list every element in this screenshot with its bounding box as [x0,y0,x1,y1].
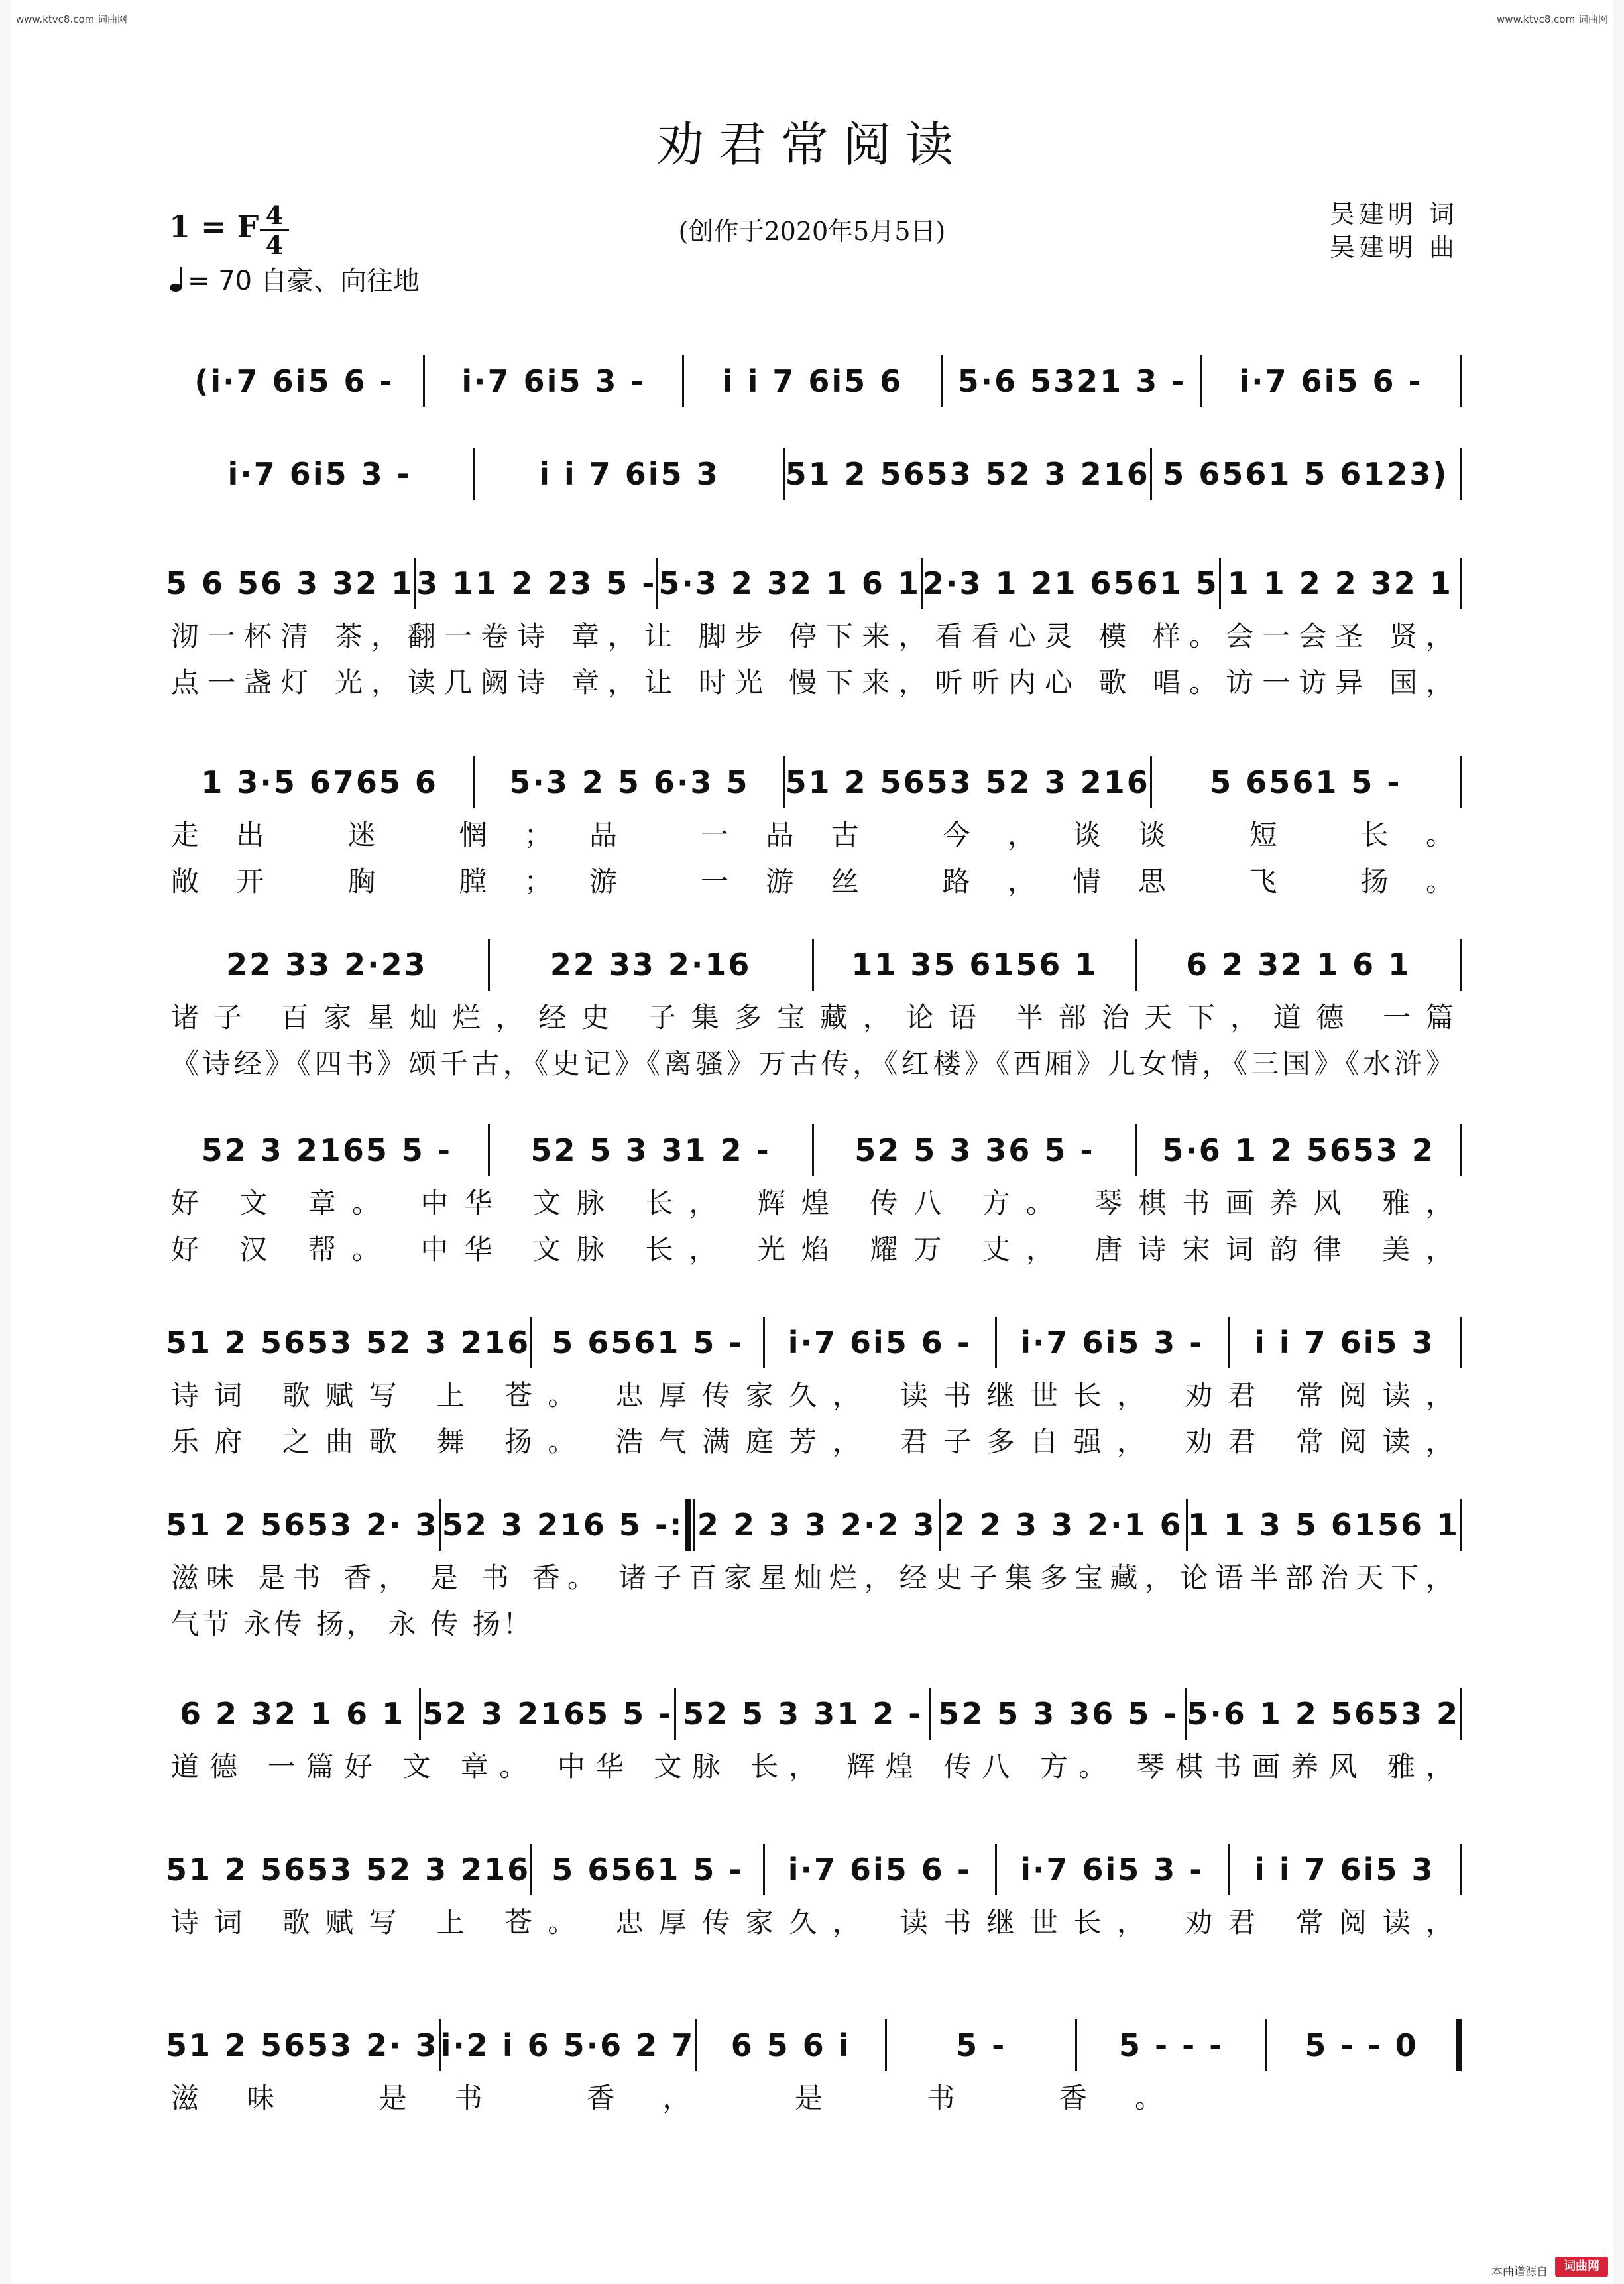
lyric-line: 走出 迷 惘；品 一品古 今，谈谈 短 长。 [171,819,1456,851]
measure: 52 5 3 36 5 - [938,1696,1179,1732]
lyric-line: 沏一杯清 茶，翻一卷诗 章，让 脚步 停下来，看看心灵 模 样。会一会圣 贤， [171,620,1456,652]
composer-credit: 吴建明 曲 [1329,233,1458,262]
measure: 5 - - 0 [1305,2027,1419,2063]
site-url-right: www.ktvc8.com 词曲网 [1496,13,1608,25]
notes-row [166,1313,1462,1372]
notes-row [166,444,1462,504]
measure: 1 1 3 5 6156 1 [1187,1507,1460,1543]
measure: 2·3 1 21 6561 5 [922,566,1219,601]
measure: i i 7 6i5 6 [722,363,903,399]
lyric-line: 诗词 歌赋写 上 苍。 忠厚传家久， 读书继世长， 劝君 常阅读， [171,1906,1456,1939]
measure: 5·3 2 32 1 6 1 [658,566,921,601]
repeat-barline [685,1499,695,1551]
song-title: 劝君常阅读 [656,117,968,172]
notes-row [166,351,1462,411]
barline [1460,1844,1462,1895]
time-signature-numerator: 4 [260,203,289,231]
score-system [166,752,1462,905]
measure: i i 7 6i5 3 [1254,1852,1435,1888]
lyric-line: 点一盏灯 光，读几阙诗 章，让 时光 慢下来，听听内心 歌 唱。访一访异 国， [171,666,1456,699]
notes-row [166,2015,1462,2075]
barline [1460,1499,1462,1551]
measure: 22 33 2·16 [550,947,752,983]
site-logo[interactable]: 词曲网 [1555,2257,1608,2277]
right-margin-strip [1613,0,1624,2284]
tempo-text: = 70 自豪、向往地 [188,266,420,296]
score-system [166,1313,1462,1465]
barline [1460,355,1462,407]
measure: i·7 6i5 3 - [1020,1325,1204,1360]
score-system [166,351,1462,411]
score-system [166,1120,1462,1273]
lyric-line: 好 汉 帮。 中华 文脉 长， 光焰 耀万 丈， 唐诗宋词韵律 美， [171,1233,1456,1266]
measure: i·7 6i5 6 - [787,1325,972,1360]
measure: i·7 6i5 3 - [227,456,412,492]
barline [1460,1688,1462,1740]
measure: 3 11 2 23 5 - [416,566,657,601]
measure: 51 2 5653 52 3 216 [166,1852,531,1888]
measure: 52 5 3 36 5 - [854,1132,1095,1168]
measure: 52 5 3 31 2 - [683,1696,923,1732]
measure: 6 5 6 i [730,2027,851,2063]
measure: 51 2 5653 52 3 216 [785,456,1150,492]
measure: 5·6 1 2 5653 2 [1187,1696,1460,1732]
measure: 22 33 2·23 [226,947,428,983]
measure: 1 3·5 6765 6 [201,764,438,800]
barline [1460,558,1462,609]
measure: 52 5 3 31 2 - [530,1132,771,1168]
measure: i i 7 6i5 3 [539,456,720,492]
left-margin-strip [0,0,11,2284]
measure: 51 2 5653 52 3 216 [785,764,1150,800]
measure: 5 6561 5 - [551,1852,744,1888]
barline [1460,1124,1462,1176]
measure: 6 2 32 1 6 1 [1186,947,1412,983]
measure: i·7 6i5 6 - [787,1852,972,1888]
notes-row [166,1840,1462,1899]
lyric-line: 气节 永传 扬， 永 传 扬！ [171,1608,534,1640]
measure: 5·3 2 5 6·3 5 [509,764,750,800]
measure: 5·6 1 2 5653 2 [1162,1132,1435,1168]
measure: 5 6561 5 - [551,1325,744,1360]
measure: 5 6 56 3 32 1 [166,566,415,601]
measure: 5 6561 5 - [1210,764,1402,800]
measure: 6 2 32 1 6 1 [179,1696,406,1732]
notes-row [166,752,1462,812]
tempo-marking [169,260,420,298]
key-signature: 1 = F [169,209,259,245]
song-subtitle: (创作于2020年5月5日) [678,217,946,246]
measure: 2 2 3 3 2·1 6 [944,1507,1183,1543]
footer-source-note: 本曲谱源自 [1491,2265,1548,2279]
lyric-line: 好 文 章。 中华 文脉 长， 辉煌 传八 方。 琴棋书画养风 雅， [171,1187,1456,1219]
lyric-line: 敞开 胸 膛；游 一游丝 路，情思 飞 扬。 [171,865,1456,898]
score-system [166,554,1462,706]
site-url-left: www.ktvc8.com 词曲网 [16,13,128,25]
measure: i·2 i 6 5·6 2 7 [440,2027,695,2063]
measure: 52 3 2165 5 - [422,1696,673,1732]
notes-row [166,554,1462,613]
barline [1460,1317,1462,1368]
measure: 2 2 3 3 2·2 3 [697,1507,937,1543]
lyric-line: 《诗经》《四书》颂千古，《史记》《离骚》万古传，《红楼》《西厢》儿女情，《三国》《水浒》 [171,1048,1456,1080]
measure: 1 1 2 2 32 1 [1227,566,1453,601]
barline [1460,756,1462,808]
measure: i·7 6i5 3 - [461,363,646,399]
measure: 5 - - - [1118,2027,1224,2063]
measure: 51 2 5653 2· 3 [166,2027,439,2063]
lyricist-credit: 吴建明 词 [1329,200,1458,229]
lyric-line: 滋味 是书 香， 是 书 香。 诸子百家星灿烂，经史子集多宝藏，论语半部治天下， [171,1561,1456,1594]
score-system [166,444,1462,504]
final-barline [1456,2019,1462,2071]
lyric-line: 道德 一篇好 文 章。 中华 文脉 长， 辉煌 传八 方。 琴棋书画养风 雅， [171,1750,1456,1783]
notes-row [166,1684,1462,1744]
score-system [166,2015,1462,2122]
measure: 5·6 5321 3 - [957,363,1187,399]
time-signature-denominator: 4 [265,230,284,260]
measure: 51 2 5653 2· 3 [166,1507,439,1543]
measure: i·7 6i5 6 - [1239,363,1423,399]
lyric-line: 乐府 之曲歌 舞 扬。 浩气满庭芳， 君子多自强， 劝君 常阅读， [171,1425,1456,1458]
measure: 52 3 216 5 -: [441,1507,684,1543]
lyric-line: 滋味 是书 香， 是 书 香。 [171,2082,1165,2114]
measure: 5 - [956,2027,1007,2063]
score-system [166,1684,1462,1790]
measure: i·7 6i5 3 - [1020,1852,1204,1888]
barline [1460,448,1462,500]
barline [1460,939,1462,991]
measure: 52 3 2165 5 - [201,1132,452,1168]
notes-row [166,935,1462,994]
lyric-line: 诸子 百家星灿烂，经史 子集多宝藏，论语 半部治天下，道德 一篇 [171,1001,1456,1034]
notes-row [166,1495,1462,1555]
score-system [166,1840,1462,1946]
lyric-line: 诗词 歌赋写 上 苍。 忠厚传家久， 读书继世长， 劝君 常阅读， [171,1379,1456,1412]
score-system [166,1495,1462,1648]
measure: 11 35 6156 1 [851,947,1098,983]
quarter-note-icon [169,266,188,292]
notes-row [166,1120,1462,1180]
score-system [166,935,1462,1087]
measure: 5 6561 5 6123) [1163,456,1449,492]
measure: i i 7 6i5 3 [1254,1325,1435,1360]
measure: (i·7 6i5 6 - [194,363,394,399]
measure: 51 2 5653 52 3 216 [166,1325,531,1360]
